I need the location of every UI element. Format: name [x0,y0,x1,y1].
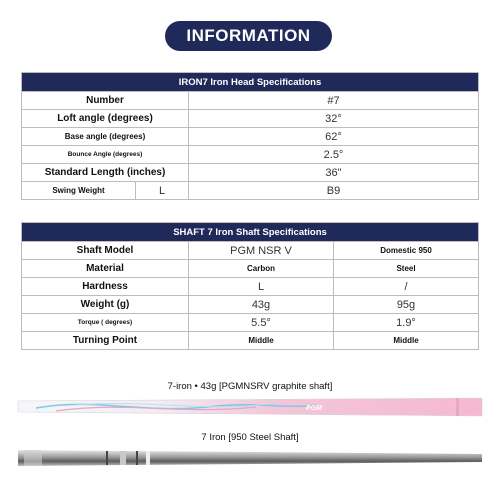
model-a: PGM NSR V [189,242,334,260]
length-label: Standard Length (inches) [22,164,189,182]
table-row [22,278,479,296]
bounce-value: 2.5° [189,146,479,164]
table-row [22,332,479,350]
graphite-shaft-logo: PGM [306,405,322,412]
base-label: Base angle (degrees) [22,128,189,146]
material-a: Carbon [189,260,334,278]
material-b: Steel [334,260,479,278]
hardness-b: / [334,278,479,296]
table-row [22,314,479,332]
torque-label: Torque ( degrees) [22,314,189,332]
steel-shaft-image [16,446,484,475]
turning-b: Middle [334,332,479,350]
turning-a: Middle [189,332,334,350]
material-label: Material [22,260,189,278]
table-row [22,110,479,128]
number-value: #7 [189,92,479,110]
table-row [22,260,479,278]
weight-b: 95g [334,296,479,314]
information-title: INFORMATION [165,21,332,51]
graphite-shaft-image [16,395,484,424]
table-row [22,182,479,200]
swing-sub: L [136,182,189,200]
weight-a: 43g [189,296,334,314]
shaft-spec-table [21,222,479,350]
hardness-label: Hardness [22,278,189,296]
torque-b: 1.9° [334,314,479,332]
model-b: Domestic 950 [334,242,479,260]
shaft-table-header: SHAFT 7 Iron Shaft Specifications [22,223,479,242]
head-table-header: IRON7 Iron Head Specifications [22,73,479,92]
table-row [22,164,479,182]
torque-a: 5.5° [189,314,334,332]
table-row [22,128,479,146]
base-value: 62° [189,128,479,146]
hardness-a: L [189,278,334,296]
weight-label: Weight (g) [22,296,189,314]
number-label: Number [22,92,189,110]
table-row [22,296,479,314]
table-row [22,146,479,164]
turning-label: Turning Point [22,332,189,350]
bounce-label: Bounce Angle (degrees) [22,146,189,164]
model-label: Shaft Model [22,242,189,260]
swing-value: B9 [189,182,479,200]
length-value: 36" [189,164,479,182]
loft-value: 32° [189,110,479,128]
graphite-shaft-caption: 7-iron • 43g [PGMNSRV graphite shaft] [167,381,333,392]
table-row [22,92,479,110]
steel-shaft-caption: 7 Iron [950 Steel Shaft] [201,432,299,443]
swing-label: Swing Weight [22,182,136,200]
loft-label: Loft angle (degrees) [22,110,189,128]
head-spec-table [21,72,479,200]
table-row [22,242,479,260]
